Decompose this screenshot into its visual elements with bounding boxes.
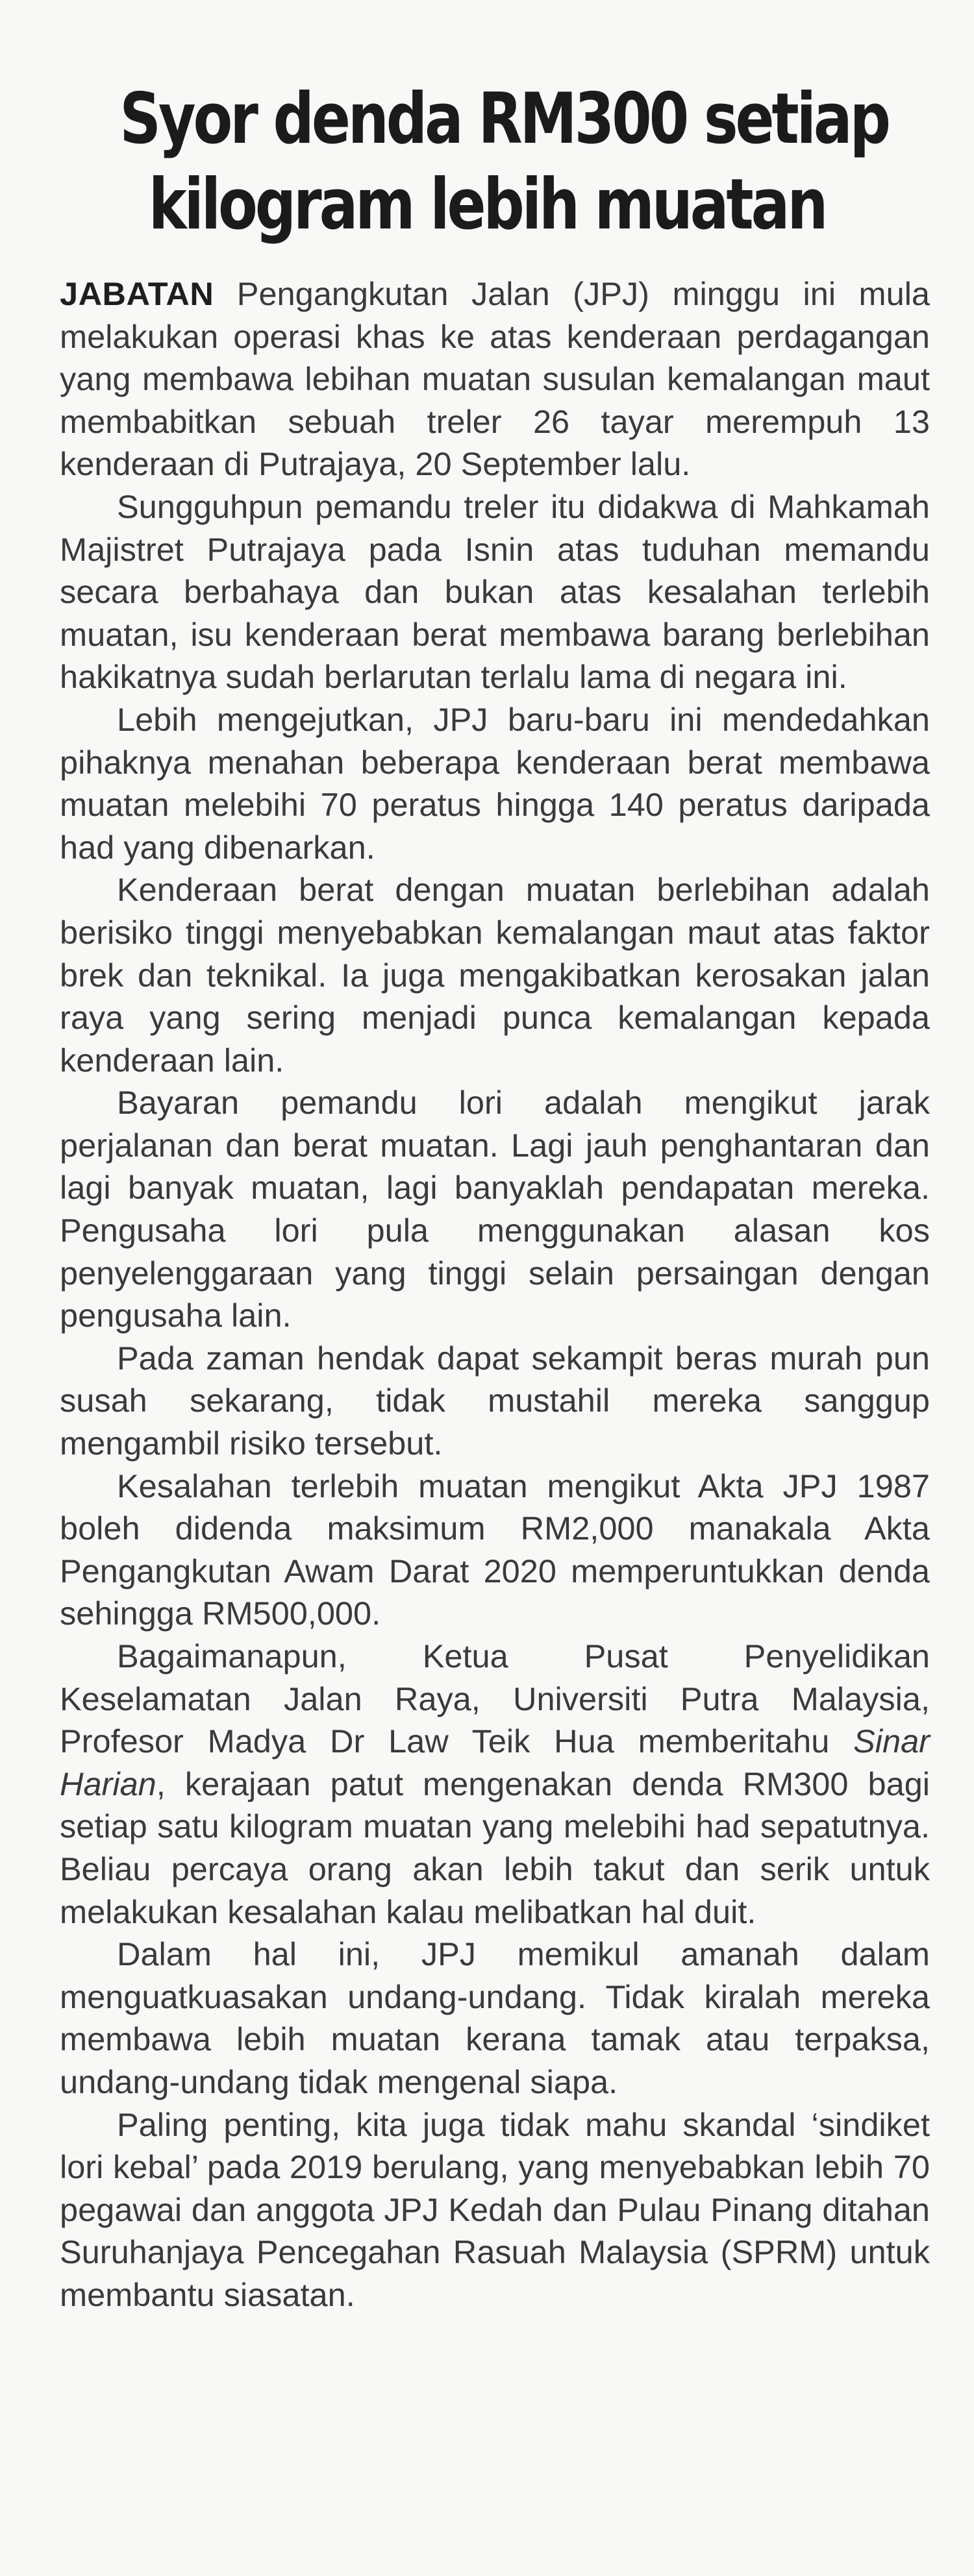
headline-line-1: Syor denda RM300 setiap xyxy=(119,79,888,160)
paragraph-4: Kenderaan berat dengan muatan berlebihan adalah berisiko tinggi menyebabkan kemalangan maut atas faktor brek dan teknikal. Ia juga mengakibatkan kerosakan jalan raya yang sering menjadi punca kemalangan kepada kenderaan lain. xyxy=(60,871,930,1079)
paragraph-10: Paling penting, kita juga tidak mahu skandal ‘sindiket lori kebal’ pada 2019 berulang, yang menyebabkan lebih 70 pegawai dan anggota JPJ Kedah dan Pulau Pinang ditahan Suruhanjaya Pencegahan Rasuah Malaysia (SPRM) untuk membantu siasatan. xyxy=(60,2105,930,2313)
paragraph-8-text-b: , kerajaan patut mengenakan denda RM300 bagi setiap satu kilogram muatan yang melebihi had sepatutnya. Beliau percaya orang akan lebih takut dan serik untuk melakukan kesalahan kalau melibatkan hal duit. xyxy=(60,1765,930,1930)
paragraph-2: Sungguhpun pemandu treler itu didakwa di Mahkamah Majistret Putrajaya pada Isnin atas tuduhan memandu secara berbahaya dan bukan atas kesalahan terlebih muatan, isu kenderaan berat membawa barang berlebihan hakikatnya sudah berlarutan terlalu lama di negara ini. xyxy=(60,487,930,696)
lead-word: JABATAN xyxy=(60,275,214,312)
paragraph-9: Dalam hal ini, JPJ memikul amanah dalam menguatkuasakan undang-undang. Tidak kiralah mereka membawa lebih muatan kerana tamak atau terpaksa, undang-undang tidak mengenal siapa. xyxy=(60,1935,930,2100)
paragraph-8-text-a: Bagaimanapun, Ketua Pusat Penyelidikan Keselamatan Jalan Raya, Universiti Putra Malaysia, Profesor Madya Dr Law Teik Hua memberitahu xyxy=(60,1638,930,1760)
headline xyxy=(119,77,888,248)
paragraph-3: Lebih mengejutkan, JPJ baru-baru ini mendedahkan pihaknya menahan beberapa kenderaan berat membawa muatan melebihi 70 peratus hingga 140 peratus daripada had yang dibenarkan. xyxy=(60,700,930,866)
publication-name: Sinar Harian xyxy=(60,1723,930,1802)
paragraph-5: Bayaran pemandu lori adalah mengikut jarak perjalanan dan berat muatan. Lagi jauh penghantaran dan lagi banyak muatan, lagi banyaklah pendapatan mereka. Pengusaha lori pula menggunakan alasan kos penyelenggaraan yang tinggi selain persaingan dengan pengusaha lain. xyxy=(60,1084,930,1334)
paragraph-8 xyxy=(60,1635,930,1933)
article-body xyxy=(60,273,930,2316)
paragraph-1 xyxy=(60,273,930,485)
paragraph-7: Kesalahan terlebih muatan mengikut Akta JPJ 1987 boleh didenda maksimum RM2,000 manakala Akta Pengangkutan Awam Darat 2020 memperuntukkan denda sehingga RM500,000. xyxy=(60,1467,930,1632)
paragraph-6: Pada zaman hendak dapat sekampit beras murah pun susah sekarang, tidak mustahil mereka sanggup mengambil risiko tersebut. xyxy=(60,1339,930,1462)
headline-line-2: kilogram lebih muatan xyxy=(148,164,826,245)
paragraph-1-text: Pengangkutan Jalan (JPJ) minggu ini mula melakukan operasi khas ke atas kenderaan perdagangan yang membawa lebihan muatan susulan kemalangan maut membabitkan sebuah treler 26 tayar merempuh 13 kenderaan di Putrajaya, 20 September lalu. xyxy=(60,275,930,483)
